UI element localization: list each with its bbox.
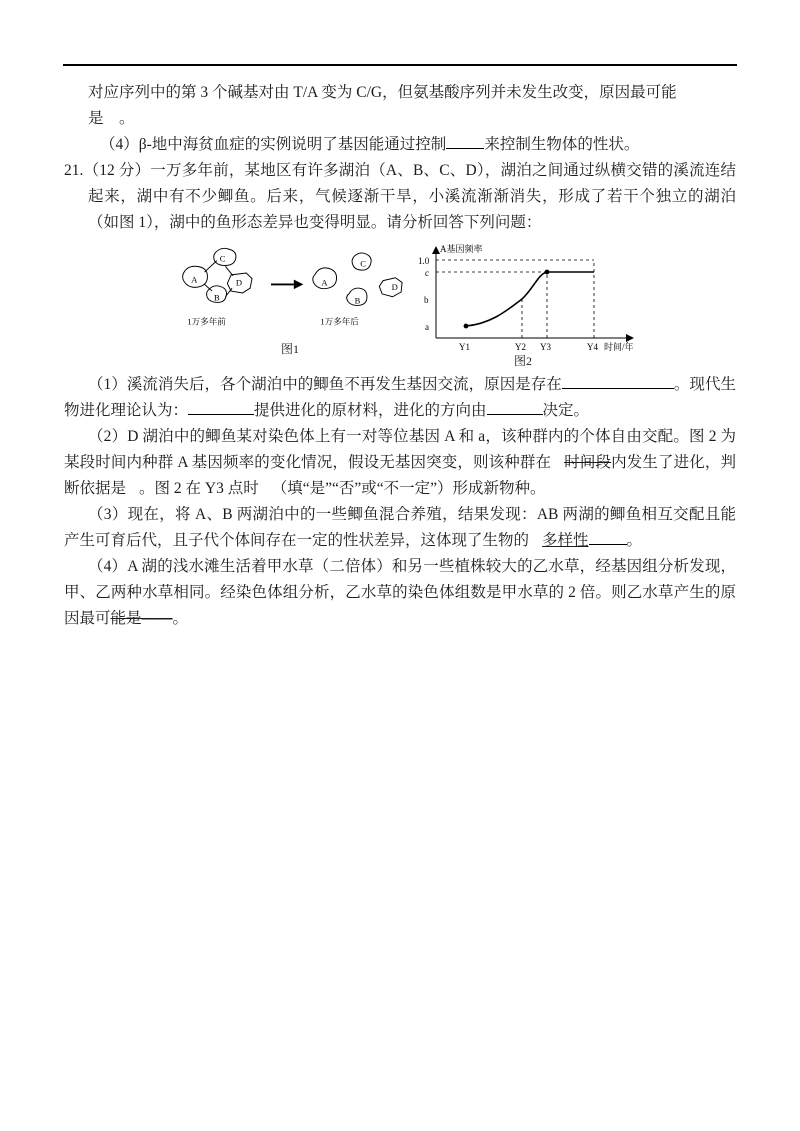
stream-line [205,261,217,272]
q21-part1-mid1: 。现代生物进化理论认为： [64,376,736,419]
q21-part4 [64,554,736,632]
q21-part2-mid1: 内发生了进化，判断依据是 [64,454,736,497]
q20-part4-post: 来控制生物体的性状。 [484,136,640,153]
x-axis-arrow-icon [626,334,634,342]
answer-blank [188,400,254,415]
xtick-y1: Y1 [459,342,470,352]
q21-part4-post: 。 [172,610,189,627]
q21-part3-answer: 多样性 [542,532,589,549]
figure1-block [176,242,404,356]
q20-tail-line1 [64,80,736,106]
q21-part1-post: 决定。 [542,402,590,419]
q21-part1-mid2: 提供进化的原材料，进化的方向由 [254,402,487,419]
q21-part2-post: （填“是”“否”或“不一定”）形成新物种。 [271,480,546,497]
figure-row [176,242,736,368]
xtick-y3: Y3 [540,342,551,352]
q21-part1 [64,372,736,424]
gene-frequency-chart [404,242,642,354]
lake-blob-d-after [379,278,402,297]
ytick-a: a [425,322,429,332]
lake-label-d-after: D [391,282,398,293]
frequency-curve [466,272,594,326]
before-label: 1万多年前 [187,316,226,327]
q20-tail-line2 [64,106,736,132]
q20-part4 [64,132,736,158]
y-axis-arrow-icon [432,246,440,254]
q21-part2-mid2: 。图 2 在 Y3 点时 [139,480,259,497]
q21-part3-post: 。 [626,532,643,549]
data-point-y1-a [464,324,469,329]
lake-label-c-before: C [219,253,226,264]
stream-line [225,266,233,276]
xtick-y2: Y2 [515,342,526,352]
q21-part2-answer1: 时间段 [564,454,612,471]
lake-label-c-after: C [360,258,367,269]
figure1-caption: 图1 [280,342,299,356]
data-point-y3-c [545,270,550,275]
q21-part3 [64,502,736,554]
x-axis-label: 时间/年 [604,342,634,352]
lake-label-b-after: B [354,295,361,306]
ytick-1-0: 1.0 [418,256,430,266]
xtick-y4: Y4 [587,342,598,352]
ytick-b: b [424,295,429,305]
arrow-head-icon [294,280,304,290]
q21-part4-answer: 能是—— [110,610,173,627]
answer-blank [487,400,543,415]
q20-part4-pre: （4）β-地中海贫血症的实例说明了基因能通过控制 [100,136,447,153]
q21-intro [64,158,736,236]
answer-blank [589,530,627,545]
after-label: 1万多年后 [320,316,359,327]
q21-part2 [64,424,736,502]
figure2-caption: 图2 [513,354,532,368]
lake-label-b-before: B [214,292,220,303]
ytick-c: c [425,268,429,278]
lake-label-a-before: A [191,274,198,285]
q20-tail-text1: 对应序列中的第 3 个碱基对由 T/A 变为 C/G，但氨基酸序列并未发生改变，原因最可能 [88,84,677,101]
page-content [64,80,736,632]
lake-label-d-before: D [235,277,243,288]
y-axis-label: A基因频率 [440,244,483,254]
answer-blank [562,374,674,389]
header-rule [63,64,737,66]
q21-part4-pre: （4）A 湖的浅水滩生活着甲水草（二倍体）和另一些植株较大的乙水草，经基因组分析发现，甲、乙两种水草相同。经染色体组分析，乙水草的染色体组数是甲水草的 2 倍。则乙水草产生的原因最可 [64,558,736,627]
q21-intro-text: 21.（12 分）一万多年前，某地区有许多湖泊（A、B、C、D），湖泊之间通过纵横交错的溪流连结起来，湖中有不少鲫鱼。后来，气候逐渐干旱，小溪流渐渐消失，形成了若干个独立的湖泊（如图 1），湖中的鱼形态差异也变得明显。请分析回答下列问题： [64,162,736,231]
q21-part3-pre: （3）现在，将 A、B 两湖泊中的一些鲫鱼混合养殖，结果发现：AB 两湖的鲫鱼相互交配且能产生可育后代，且子代个体间存在一定的性状差异，这体现了生物的 [64,506,736,549]
figure2-block [404,242,642,368]
lakes-diagram [176,242,404,342]
q20-tail-text2: 是 。 [88,110,135,127]
answer-blank [446,134,484,149]
lake-label-a-after: A [321,277,328,288]
q21-part1-pre: （1）溪流消失后，各个湖泊中的鲫鱼不再发生基因交流，原因是存在 [88,376,562,393]
q21-part2-pre: （2）D 湖泊中的鲫鱼某对染色体上有一对等位基因 A 和 a，该种群内的个体自由交配。图 2 为某段时间内种群 A 基因频率的变化情况，假设无基因突变，则该种群在 [64,428,736,471]
